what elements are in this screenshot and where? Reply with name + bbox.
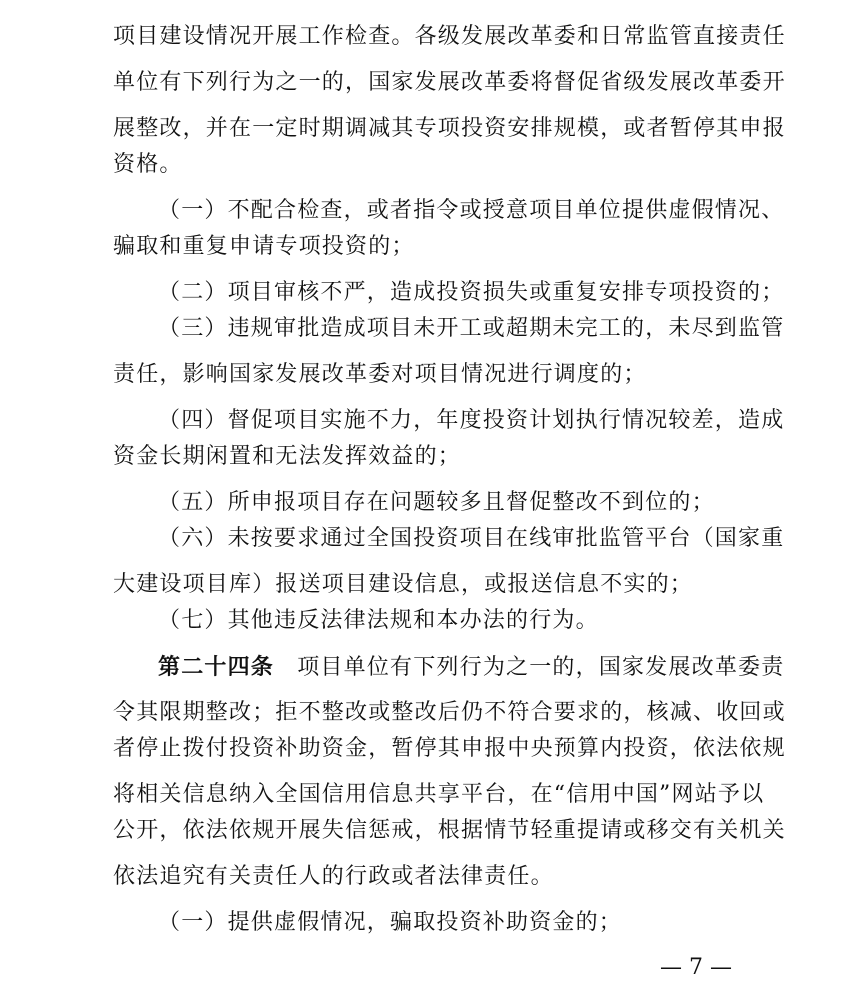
article-24-first-line (158, 652, 784, 683)
text-line: 依法追究有关责任人的行政或者法律责任。 (113, 864, 554, 889)
text-line: 单位有下列行为之一的，国家发展改革委将督促省级发展改革委开 (113, 70, 786, 95)
list-item-3: （三）违规审批造成项目未开工或超期未完工的，未尽到监管 (158, 316, 785, 341)
list-item-1-article-24: （一）提供虚假情况，骗取投资补助资金的； (158, 910, 623, 935)
text-line: 骗取和重复申请专项投资的； (113, 234, 415, 259)
list-item-5: （五）所申报项目存在问题较多且督促整改不到位的； (158, 490, 715, 515)
list-item-6: （六）未按要求通过全国投资项目在线审批监管平台（国家重 (158, 526, 785, 551)
list-item-1: （一）不配合检查，或者指令或授意项目单位提供虚假情况、 (158, 198, 785, 223)
text-line: 将相关信息纳入全国信用信息共享平台，在“信用中国”网站予以 (113, 782, 765, 807)
text-line: 令其限期整改；拒不整改或整改后仍不符合要求的，核减、收回或 (113, 700, 786, 725)
text-line: 责任，影响国家发展改革委对项目情况进行调度的； (113, 362, 647, 387)
text-line: 资金长期闲置和无法发挥效益的； (113, 444, 462, 469)
article-24-text: 项目单位有下列行为之一的，国家发展改革委责 (297, 655, 785, 680)
text-line: 大建设项目库）报送项目建设信息，或报送信息不实的； (113, 572, 694, 597)
text-line: 项目建设情况开展工作检查。各级发展改革委和日常监管直接责任 (113, 24, 786, 49)
text-line: 资格。 (113, 152, 183, 177)
page-number: — 7 — (660, 955, 732, 980)
text-line: 公开，依法依规开展失信惩戒，根据情节轻重提请或移交有关机关 (113, 818, 786, 843)
list-item-7: （七）其他违反法律法规和本办法的行为。 (158, 608, 599, 633)
list-item-2: （二）项目审核不严，造成投资损失或重复安排专项投资的； (158, 280, 785, 305)
list-item-4: （四）督促项目实施不力，年度投资计划执行情况较差，造成 (158, 408, 785, 433)
article-24-title: 第二十四条 (158, 654, 275, 680)
text-line: 者停止拨付投资补助资金，暂停其申报中央预算内投资，依法依规 (113, 736, 786, 761)
text-line: 展整改，并在一定时期调减其专项投资安排规模，或者暂停其申报 (113, 116, 786, 141)
